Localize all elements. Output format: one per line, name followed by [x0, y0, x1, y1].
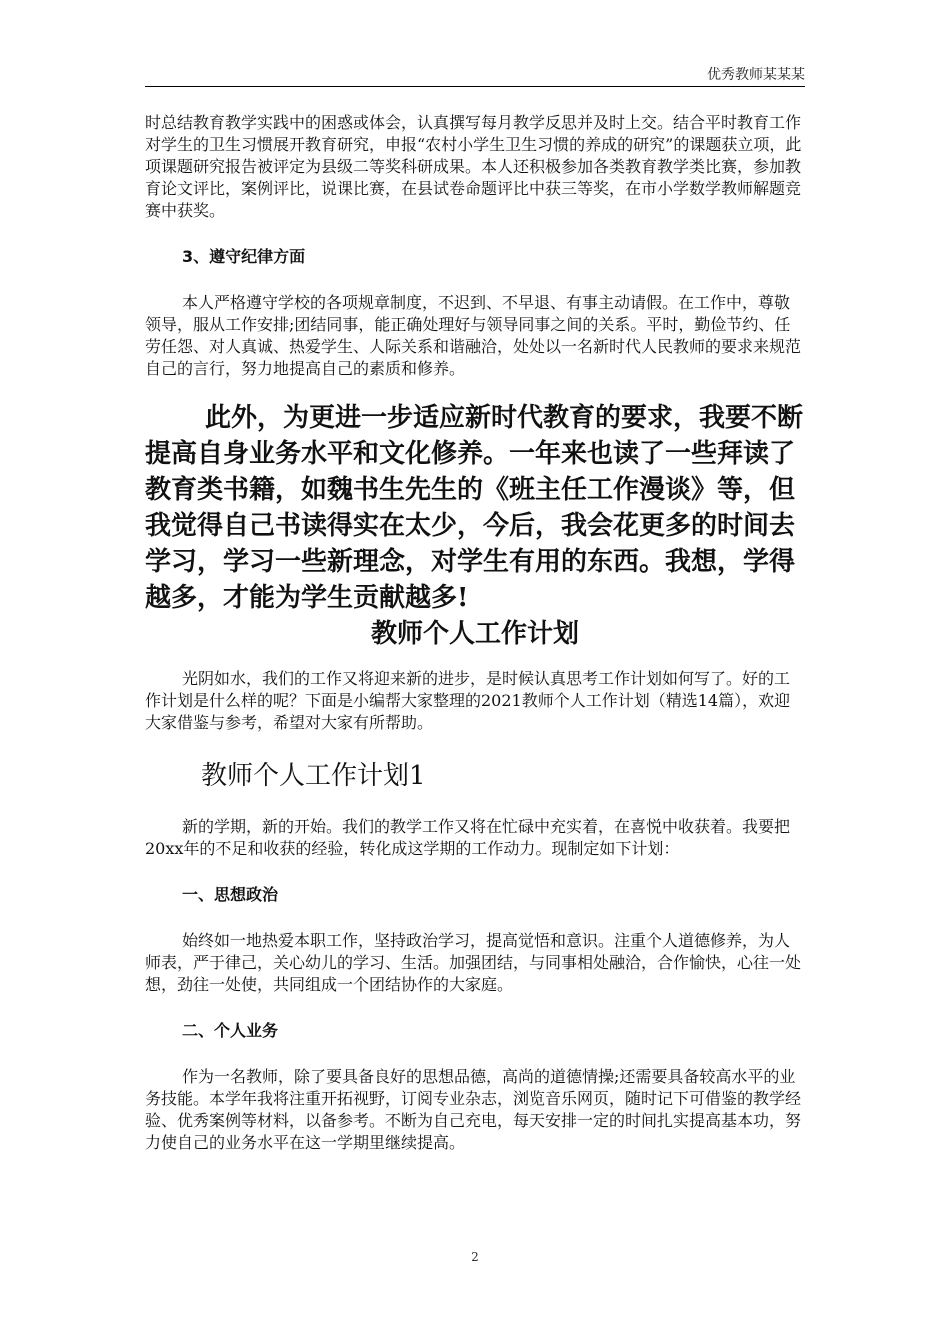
paragraph-business: 作为一名教师，除了要具备良好的思想品德，高尚的道德情操;还需要具备较高水平的业务技能。本学年我将注重开拓视野，订阅专业杂志，浏览音乐网页，随时记下可借鉴的教学经验、优秀案例等材料，以备参考。不断为自己充电，每天安排一定的时间扎实提高基本功，努力使自己的业务水平在这一学期里继续提高。 [145, 1067, 802, 1152]
header-rule [145, 86, 805, 87]
paragraph-discipline: 本人严格遵守学校的各项规章制度，不迟到、不早退、有事主动请假。在工作中，尊敬领导，服从工作安排;团结同事，能正确处理好与领导同事之间的关系。平时，勤俭节约、任劳任怨、对人真诚、热爱学生、人际关系和谐融洽，处处以一名新时代人民教师的要求来规范自己的言行，努力地提高自己的素质和修养。 [145, 293, 802, 378]
paragraph-politics: 始终如一地热爱本职工作，坚持政治学习，提高觉悟和意识。注重个人道德修养，为人师表，严于律己，关心幼儿的学习、生活。加强团结，与同事相处融洽，合作愉快，心往一处想，劲往一处使，共同组成一个团结协作的大家庭。 [145, 931, 802, 994]
paragraph-large-emphasis: 此外，为更进一步适应新时代教育的要求，我要不断提高自身业务水平和文化修养。一年来也读了一些拜读了教育类书籍，如魏书生先生的《班主任工作漫谈》等，但我觉得自己书读得实在太少，今后，我会花更多的时间去学习，学习一些新理念，对学生有用的东西。我想，学得越多，才能为学生贡献越多! [145, 403, 804, 613]
page-number: 2 [471, 1250, 479, 1264]
document-title: 教师个人工作计划 [370, 619, 579, 649]
paragraph-intro: 光阴如水，我们的工作又将迎来新的进步，是时候认真思考工作计划如何写了。好的工作计划是什么样的呢？下面是小编帮大家整理的2021教师个人工作计划（精选14篇），欢迎大家借鉴与参考，希望对大家有所帮助。 [145, 669, 791, 732]
plan-title-1: 教师个人工作计划1 [201, 761, 426, 791]
section-heading-business: 二、个人业务 [182, 1021, 279, 1040]
paragraph-continued: 时总结教育教学实践中的困惑或体会，认真撰写每月教学反思并及时上交。结合平时教育工作对学生的卫生习惯展开教育研究，申报“农村小学生卫生习惯的养成的研究”的课题获立项，此项课题研究报告被评定为县级二等奖科研成果。本人还积极参加各类教育教学类比赛，参加教育论文评比，案例评比，说课比赛，在县试卷命题评比中获三等奖，在市小学数学教师解题竞赛中获奖。 [145, 113, 802, 220]
section-heading-discipline: 3、遵守纪律方面 [182, 247, 306, 266]
page-content [145, 112, 805, 1154]
section-heading-politics: 一、思想政治 [182, 885, 279, 904]
header-author: 优秀教师某某某 [707, 67, 805, 83]
paragraph-plan1-intro: 新的学期，新的开始。我们的教学工作又将在忙碌中充实着，在喜悦中收获着。我要把20xx年的不足和收获的经验，转化成这学期的工作动力。现制定如下计划： [145, 817, 791, 858]
